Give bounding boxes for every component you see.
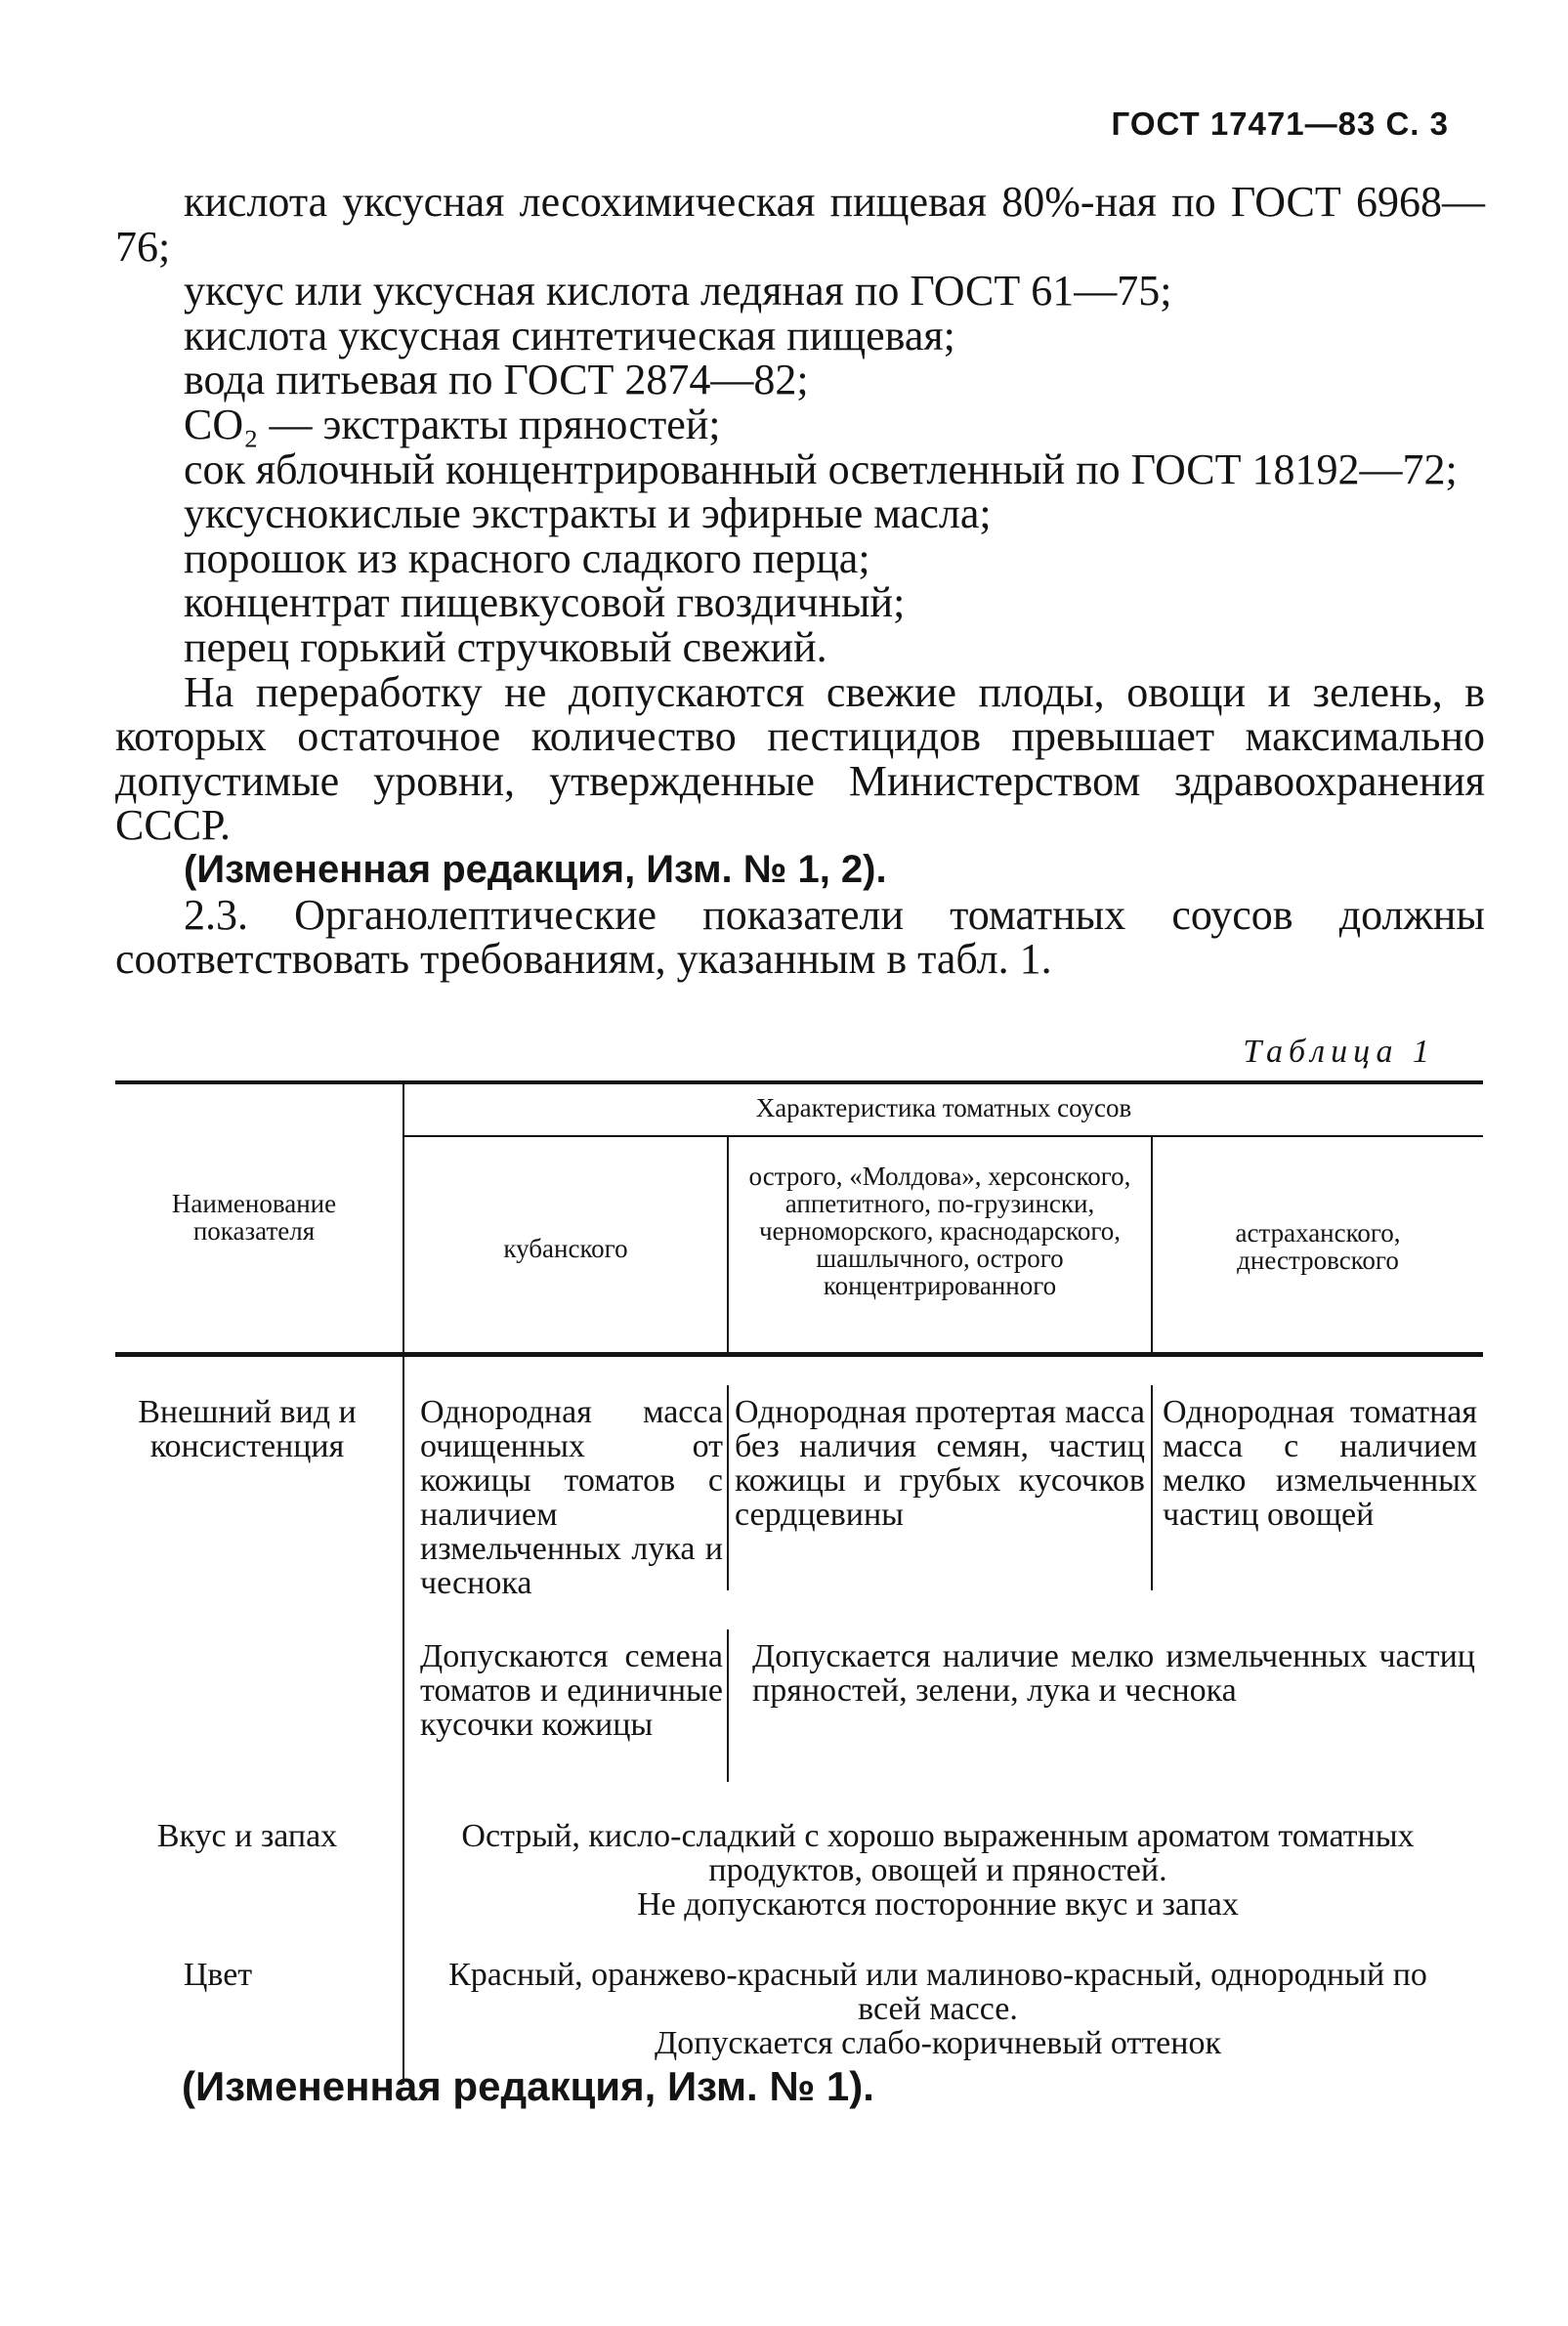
header-col3: астраханского, днестровского xyxy=(1235,1218,1401,1275)
paragraph: кислота уксусная лесохимическая пищевая 80%-ная по ГОСТ 6968—76; xyxy=(115,178,1485,271)
paragraph: вода питьевая по ГОСТ 2874—82; xyxy=(184,356,809,404)
cell-appearance-c2: Однородная протертая масса без наличия семян, частиц кожицы и грубых кусочков сердцевины xyxy=(735,1394,1145,1533)
paragraph: кислота уксусная синтетическая пищевая; xyxy=(184,311,955,359)
table-column-divider xyxy=(1151,1137,1153,1353)
row-name-color: Цвет xyxy=(183,1957,253,1993)
paragraph: перец горький стручковый свежий. xyxy=(184,622,827,671)
paragraph: 2.3. Органолептические показатели томатных соусов должны соответствовать требованиям, указанным в табл. 1. xyxy=(115,890,1485,984)
table-column-divider xyxy=(727,1137,729,1353)
table-group-rule xyxy=(404,1135,1483,1137)
paragraph: уксуснокислые экстракты и эфирные масла; xyxy=(184,489,992,538)
table-column-divider xyxy=(727,1385,729,1590)
row-name-taste: Вкус и запах xyxy=(156,1818,338,1854)
header-group: Характеристика томатных соусов xyxy=(755,1093,1132,1122)
paragraph: уксус или уксусная кислота ледяная по ГОСТ 61—75; xyxy=(184,267,1172,316)
color-text: Красный, оранжево-красный или малиново-красный, однородный по всей массе. xyxy=(448,1957,1427,2027)
paragraph: сок яблочный концентрированный осветленный по ГОСТ 18192—72; xyxy=(184,444,1458,493)
page-header: ГОСТ 17471—83 С. 3 xyxy=(1111,106,1449,142)
cell-appearance-c1b: Допускаются семена томатов и единичные кусочки кожицы xyxy=(420,1638,723,1743)
cell-appearance-c23b: Допускается наличие мелко измельченных частиц пряностей, зелени, лука и чеснока xyxy=(752,1638,1475,1709)
paragraph: На переработку не допускаются свежие плоды, овощи и зелень, в которых остаточное количество пестицидов превышает максимально допустимые уровни, утвержденные Министерством здравоохранения СССР. xyxy=(115,667,1485,850)
edit-note: (Измененная редакция, Изм. № 1, 2). xyxy=(184,847,887,891)
paragraph: концентрат пищевкусовой гвоздичный; xyxy=(184,578,906,627)
header-col2: острого, «Молдова», херсонского, аппетитного, по-грузински, черноморского, краснодарского, шашлычного, острого концентрированного xyxy=(748,1162,1131,1300)
paragraph: CO₂ — экстракты пряностей; xyxy=(184,400,721,448)
cell-appearance-c3: Однородная томатная масса с наличием мелко измельченных частиц овощей xyxy=(1163,1394,1477,1533)
body-text xyxy=(115,180,1485,982)
cell-appearance-c1: Однородная масса очищенных от кожицы томатов с наличием измельченных лука и чеснока xyxy=(420,1394,723,1601)
taste-text: Острый, кисло-сладкий с хорошо выраженным ароматом томатных продуктов, овощей и пряностей. xyxy=(461,1818,1415,1888)
paragraph: порошок из красного сладкого перца; xyxy=(184,533,870,582)
footer-edit-note: (Измененная редакция, Изм. № 1). xyxy=(182,2063,874,2109)
row-name-appearance: Внешний вид и консистенция xyxy=(138,1394,357,1464)
header-name: Наименование показателя xyxy=(171,1189,337,1246)
table-top-rule xyxy=(115,1080,1483,1084)
color-note: Допускается слабо-коричневый оттенок xyxy=(655,2025,1221,2061)
table-header-rule xyxy=(115,1352,1483,1357)
header-col1: кубанского xyxy=(503,1234,628,1263)
table-caption: Таблица 1 xyxy=(1243,1034,1435,1070)
table-column-divider xyxy=(403,1082,404,2084)
taste-note: Не допускаются посторонние вкус и запах xyxy=(637,1886,1239,1923)
cell-color xyxy=(420,1958,1456,2060)
table-column-divider xyxy=(727,1629,729,1782)
cell-taste xyxy=(420,1819,1456,1922)
table-column-divider xyxy=(1151,1385,1153,1590)
